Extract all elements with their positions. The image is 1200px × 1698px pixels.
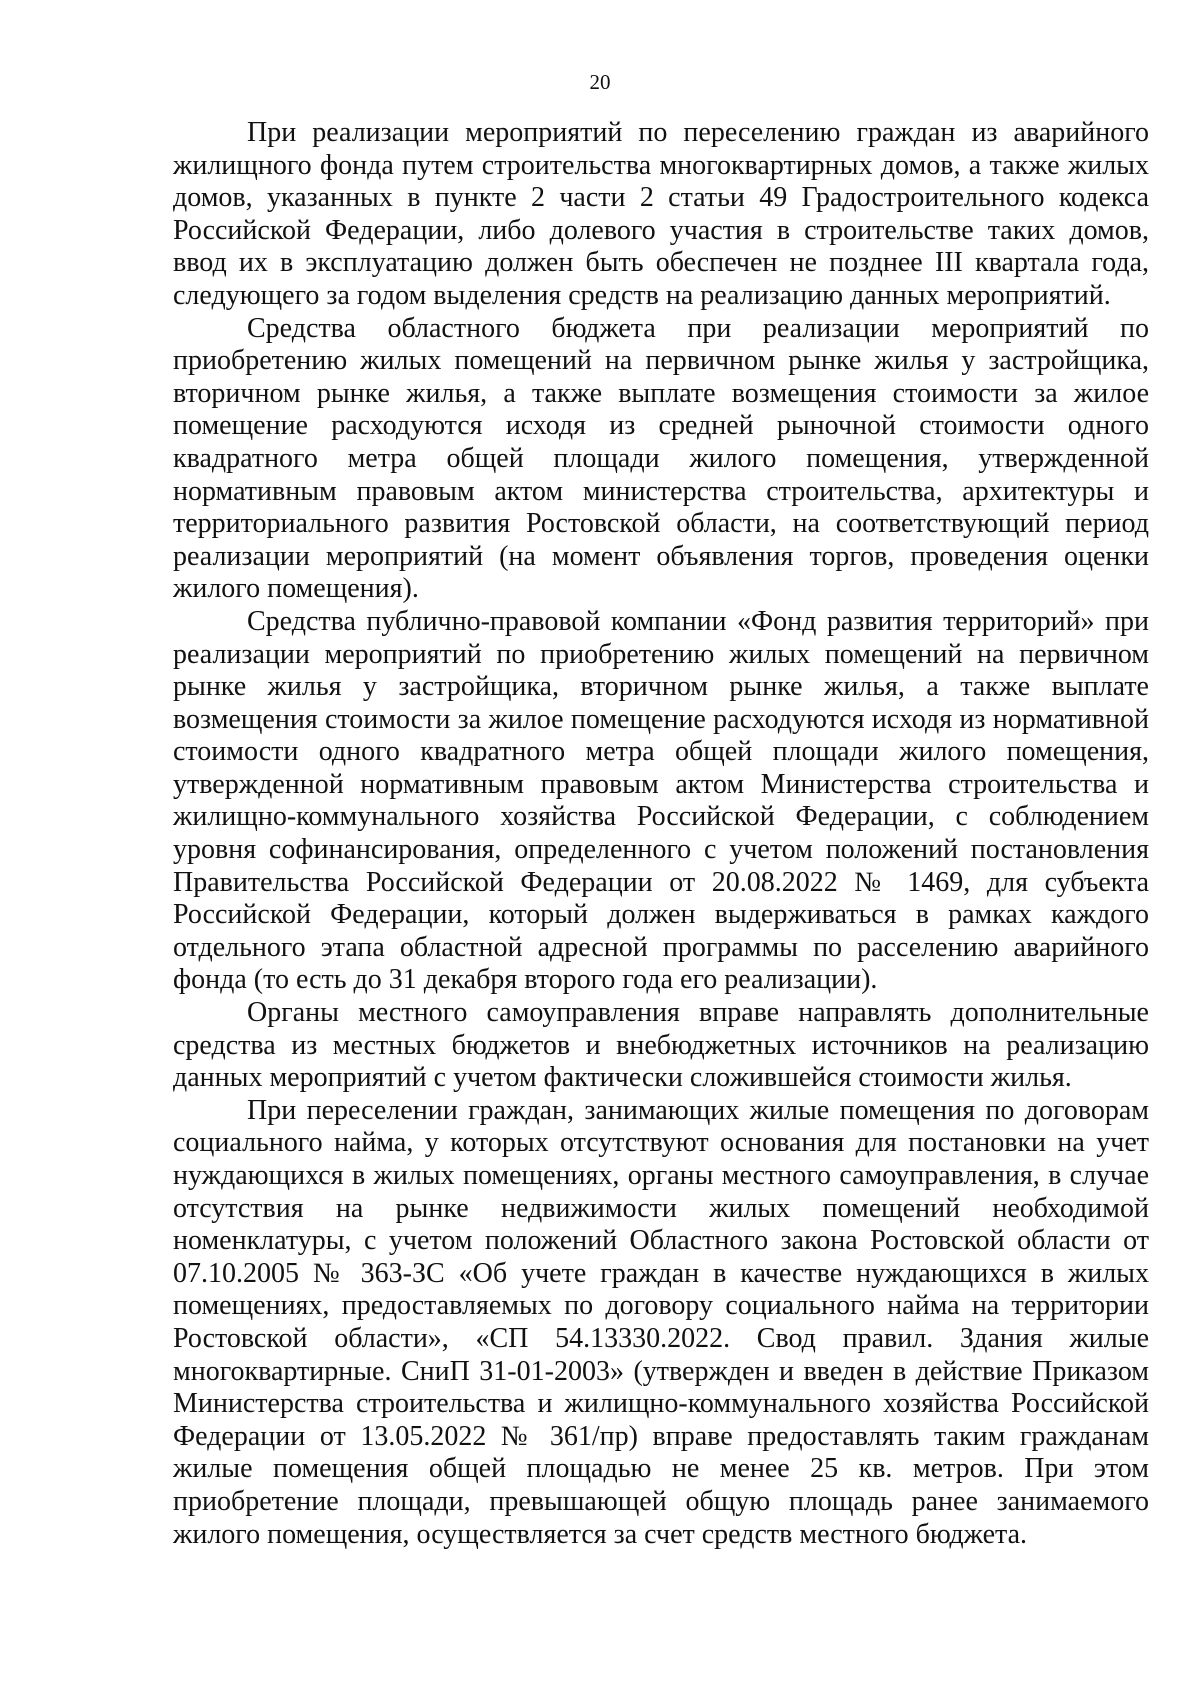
paragraph-construction-deadline: При реализации мероприятий по переселению граждан из аварийного жилищного фонда путем строительства многоквартирных домов, а также жилых домов, указанных в пункте 2 части 2 статьи 49 Градостроительного кодекса Российской Федерации, либо долевого участия в строительстве таких домов, ввод их в эксплуатацию должен быть обеспечен не позднее III квартала года, следующего за годом выделения средств на реализацию данных мероприятий.: [173, 117, 1149, 311]
page-number: 20: [589, 70, 611, 94]
document-body: [173, 117, 1149, 1551]
paragraph-social-tenancy-resettlement: При переселении граждан, занимающих жилые помещения по договорам социального найма, у которых отсутствуют основания для постановки на учет нуждающихся в жилых помещениях, органы местного самоуправления, в случае отсутствия на рынке недвижимости жилых помещений необходимой номенклатуры, с учетом положений Областного закона Ростовской области от 07.10.2005 № 363-ЗС «Об учете граждан в качестве нуждающихся в жилых помещениях, предоставляемых по договору социального найма на территории Ростовской области», «СП 54.13330.2022. Свод правил. Здания жилые многоквартирные. СниП 31-01-2003» (утвержден и введен в действие Приказом Министерства строительства и жилищно-коммунального хозяйства Российской Федерации от 13.05.2022 № 361/пр) вправе предоставлять таким гражданам жилые помещения общей площадью не менее 25 кв. метров. При этом приобретение площади, превышающей общую площадь ранее занимаемого жилого помещения, осуществляется за счет средств местного бюджета.: [173, 1094, 1149, 1550]
paragraph-regional-budget-funds: Средства областного бюджета при реализации мероприятий по приобретению жилых помещений на первичном рынке жилья у застройщика, вторичном рынке жилья, а также выплате возмещения стоимости за жилое помещение расходуются исходя из средней рыночной стоимости одного квадратного метра общей площади жилого помещения, утвержденной нормативным правовым актом министерства строительства, архитектуры и территориального развития Ростовской области, на соответствующий период реализации мероприятий (на момент объявления торгов, проведения оценки жилого помещения).: [173, 312, 1149, 605]
paragraph-local-government-funds: Органы местного самоуправления вправе направлять дополнительные средства из местных бюджетов и внебюджетных источников на реализацию данных мероприятий с учетом фактически сложившейся стоимости жилья.: [173, 997, 1149, 1094]
paragraph-territory-fund-funds: Средства публично-правовой компании «Фонд развития территорий» при реализации мероприятий по приобретению жилых помещений на первичном рынке жилья у застройщика, вторичном рынке жилья, а также выплате возмещения стоимости за жилое помещение расходуются исходя из нормативной стоимости одного квадратного метра общей площади жилого помещения, утвержденной нормативным правовым актом Министерства строительства и жилищно-коммунального хозяйства Российской Федерации, с соблюдением уровня софинансирования, определенного с учетом положений постановления Правительства Российской Федерации от 20.08.2022 № 1469, для субъекта Российской Федерации, который должен выдерживаться в рамках каждого отдельного этапа областной адресной программы по расселению аварийного фонда (то есть до 31 декабря второго года его реализации).: [173, 605, 1149, 996]
